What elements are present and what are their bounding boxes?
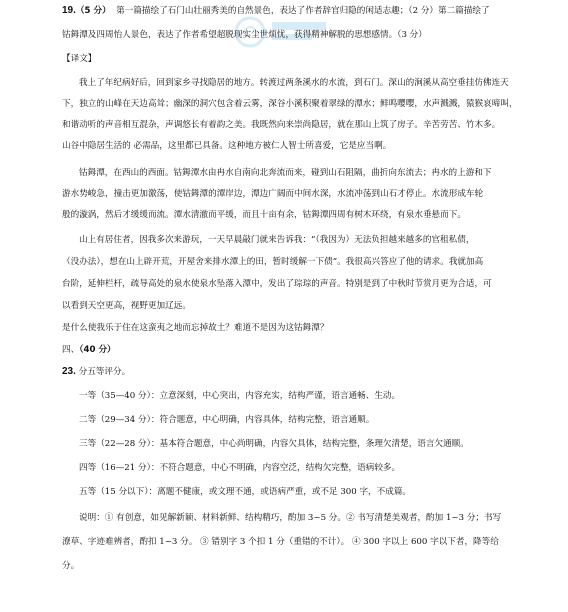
section-4-score: （40 分） [79,345,116,355]
p3-line-2: （没办法），想在山上辟开荒，开屋舍来排水潭上的田，暂时缓解一下债”。我很高兴答应了他的请求。我就加高 [62,257,484,267]
p1-line-4: 山谷中隐居生活的 必需品，这里都已具备。这种地方被仁人智士所喜爱，它是应当啊。 [62,141,392,151]
q19-line-1 [62,5,532,17]
grade-2 [62,414,549,426]
notes-line-3: 分。 [62,561,80,571]
grade-4 [62,462,549,474]
q19-score: （5 分） [75,6,111,16]
grade-5 [62,486,549,498]
q23-line [62,366,532,378]
grade-label: 四等（16—21 分） [79,463,151,473]
p1-line-2: 下，独立的山峰在天边高耸；幽深的洞穴包含着云雾，深谷小溪积聚着翠绿的潭水；鲜鸣嘤嘤，水声溅溅，猿猴哀啼叫， [62,99,518,109]
p1-line-1: 我上了年纪病好后，回到家乡寻找隐居的地方。转渡过两条溪水的水流，到石门。深山的涧溪从高空垂挂仿佛连天 [79,78,509,88]
grade-label: 一等（35—40 分） [79,391,151,401]
grade-label: 二等（29—34 分） [79,415,151,425]
grade-1 [62,390,549,402]
grade-desc: ：立意深刻，中心突出，内容充实，结构严谨，语言通畅、生动。 [150,391,401,401]
grade-desc: ：基本符合题意，中心尚明确，内容欠具体，结构完整，条理欠清楚，语言欠通顺。 [150,439,469,449]
p4-line: 是什么使我乐于住在这蛮夷之地而忘掉故土？难道不是因为这钴鉧潭？ [62,323,329,333]
p1-line-3: 和谐动听的声音相互混杂，声调悠长有着韵之美。我既然向来崇尚隐居，就在那山上筑了房子。辛苦劳苦、竹木多。 [62,120,501,130]
grade-label: 五等（15 分以下） [79,487,149,497]
q23-number: 23. [62,366,76,377]
grade-3 [62,438,549,450]
p3-line-3: 台阶，延伸栏杆，疏导高处的泉水使泉水坠落入潭中，发出了琮琮的声音。特别是到了中秋时节赏月更为合适，可 [62,279,492,289]
section-4-heading [62,344,532,356]
p2-line-2: 游水势峻急，撞击更加激荡，使钴鉧潭的潭岸边，潭边广阔而中间水深，水流冲荡到山石才停止。水流形成车轮 [62,189,484,199]
grade-desc: ：符合题意，中心明确，内容具体，结构完整，语言通顺。 [150,415,375,425]
q23-text: 分五等评分。 [78,367,131,377]
p2-line-3: 般的漩涡，然后才缓缓而流。潭水清澈而平缓，而且十亩有余，钴鉧潭四周有树木环绕，有泉水垂悬而下。 [62,210,466,220]
grade-desc: ：离题不健康，或文理不通，或语病严重，或不足 300 字，不成篇。 [148,487,412,497]
p2-line-1: 钴鉧潭，在西山的西面。钴鉧潭水由冉水自南向北奔流而来，碰到山石阻隔，曲折向东流去；冉水的上游和下 [79,168,492,178]
grade-desc: ：不符合题意，中心不明确，内容空泛，结构欠完整，语病较多。 [150,463,401,473]
p3-line-4: 以看到天空更高，视野更加辽远。 [62,301,191,311]
p3-line-1: 山上有居住者，因我多次来游玩，一天早晨敲门就来告诉我：“（我因为）无法负担越来越多的官租私债， [79,235,475,245]
section-4-label: 四、 [62,345,80,355]
q19-answer-1: 第一篇描绘了石门山壮丽秀美的自然景色，表达了作者辞官归隐的闲适志趣；（2 分）第二篇描绘了 [116,6,490,16]
notes-line-1: 说明：① 有创意，如见解新颖、材料新鲜、结构精巧，酌加 3~5 分。② 书写清楚美观者，酌加 1~3 分；书写 [79,513,502,523]
translation-title: 【译文】 [62,54,97,64]
grade-label: 三等（22—28 分） [79,439,151,449]
notes-line-2: 潦草、字迹难辨者，酌扣 1~3 分。 ③ 错别字 3 个扣 1 分（重错的不计）。 ④ 300 字以上 600 字以下者，降等给 [62,537,499,547]
q19-number: 19. [62,5,76,16]
q19-answer-2: 钴鉧潭及四周怡人景色，表达了作者希望超脱现实尘世烦忧，获得精神解脱的思想感情。（3 分） [62,30,427,40]
